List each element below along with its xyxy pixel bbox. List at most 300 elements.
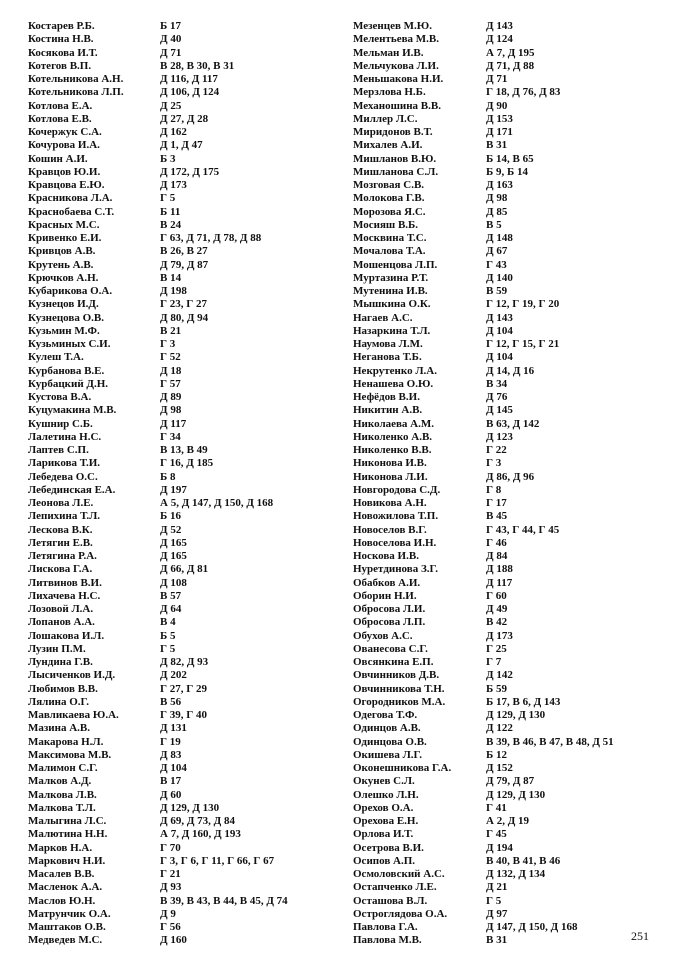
page-references: Д 83 — [160, 748, 182, 761]
page-references: Д 129, Д 130 — [160, 801, 220, 814]
author-name: Лихачева Н.С. — [28, 589, 101, 602]
author-name: Крутень А.В. — [28, 258, 94, 271]
page-references: Д 143 — [486, 20, 513, 32]
author-name: Лискова Г.А. — [28, 563, 93, 576]
author-name: Павлова Г.А. — [353, 921, 418, 933]
page-references: Д 98 — [486, 192, 508, 205]
page-references: Д 80, Д 94 — [160, 311, 209, 324]
page-references: А 2, Д 19 — [486, 815, 530, 827]
index-entry — [28, 179, 328, 192]
author-name: Кузьмин М.Ф. — [28, 324, 100, 337]
author-name: Назаркина Т.Л. — [353, 324, 431, 337]
page-references: Д 21 — [486, 881, 508, 894]
page-references: Д 14, Д 16 — [486, 364, 535, 377]
page-references: Д 148 — [486, 232, 513, 244]
author-name: Марков Н.А. — [28, 841, 93, 854]
author-name: Нуретдинова З.Г. — [353, 563, 439, 576]
index-entry — [28, 510, 328, 523]
page-references: Д 98 — [160, 404, 182, 417]
index-entry — [353, 312, 663, 325]
author-name: Масалев В.В. — [28, 868, 95, 880]
page-references: Д 76 — [486, 391, 508, 403]
author-name: Николенко А.В. — [353, 430, 433, 443]
index-entry — [353, 855, 663, 868]
author-name: Мельчукова Л.И. — [353, 59, 439, 72]
author-name: Обросова Л.И. — [353, 603, 426, 615]
author-name: Малимон С.Г. — [28, 762, 98, 774]
author-name: Косякова И.Т. — [28, 46, 98, 59]
author-name: Остроглядова О.А. — [353, 907, 448, 920]
author-name: Молокова Г.В. — [353, 192, 425, 205]
page-references: В 17 — [160, 775, 182, 788]
page-references: Г 23, Г 27 — [160, 298, 207, 311]
page-references: Г 3, Г 6, Г 11, Г 66, Г 67 — [160, 854, 275, 867]
page-references: Г 63, Д 71, Д 78, Д 88 — [160, 232, 262, 244]
author-name: Ларикова Т.И. — [28, 457, 101, 470]
author-name: Лескова В.К. — [28, 523, 93, 536]
author-name: Любимов В.В. — [28, 682, 98, 695]
page-references: Д 132, Д 134 — [486, 868, 546, 880]
author-name: Литвинов В.И. — [28, 576, 102, 589]
index-entry — [28, 762, 328, 775]
page-references: Г 21 — [160, 868, 181, 880]
index-entry — [353, 232, 663, 245]
page-references: В 59 — [486, 285, 508, 297]
index-entry — [353, 630, 663, 643]
author-name: Кушнир С.Б. — [28, 417, 93, 430]
author-name: Никитин А.В. — [353, 404, 423, 417]
page-number: 251 — [631, 929, 649, 943]
index-entry — [353, 100, 663, 113]
index-entry — [28, 166, 328, 179]
index-entry — [28, 484, 328, 497]
index-entry — [28, 722, 328, 735]
page-references: Д 85 — [486, 205, 508, 218]
author-name: Окишева Л.Г. — [353, 748, 423, 761]
author-name: Кривцов А.В. — [28, 245, 96, 258]
index-entry — [28, 139, 328, 152]
index-entry — [353, 391, 663, 404]
index-entry — [353, 828, 663, 841]
index-entry — [353, 921, 663, 934]
page-references: Г 39, Г 40 — [160, 709, 207, 721]
index-entry — [353, 696, 663, 709]
index-entry — [28, 775, 328, 788]
author-name: Котельникова А.Н. — [28, 73, 124, 85]
index-entry — [353, 736, 663, 749]
author-name: Лепихина Т.Л. — [28, 510, 101, 523]
author-name: Матрунчик О.А. — [28, 907, 111, 920]
index-entry — [353, 285, 663, 298]
index-entry — [28, 73, 328, 86]
author-name: Куцумакина М.В. — [28, 404, 117, 417]
index-entry — [353, 86, 663, 99]
index-entry — [353, 881, 663, 894]
author-name: Муртазина Р.Т. — [353, 271, 429, 284]
page-references: Г 41 — [486, 801, 507, 814]
page-references: В 5 — [486, 218, 502, 231]
author-name: Лузин П.М. — [28, 642, 86, 655]
page-references: Д 198 — [160, 285, 187, 297]
page-references: Д 122 — [486, 722, 513, 735]
author-name: Летягин Е.В. — [28, 536, 93, 549]
author-name: Николаева А.М. — [353, 417, 435, 430]
author-name: Кравцов Ю.И. — [28, 165, 101, 178]
page-references: Д 64 — [160, 603, 182, 615]
index-entry — [28, 457, 328, 470]
author-name: Кустова В.А. — [28, 391, 92, 403]
page-references: Б 59 — [486, 682, 508, 695]
index-entry — [353, 20, 663, 33]
index-entry — [353, 656, 663, 669]
author-name: Малков А.Д. — [28, 775, 92, 788]
index-entry — [353, 934, 663, 947]
index-entry — [28, 842, 328, 855]
page-references: Д 129, Д 130 — [486, 788, 546, 801]
index-entry — [28, 60, 328, 73]
index-entry — [353, 590, 663, 603]
index-entry — [28, 524, 328, 537]
page-references: Д 60 — [160, 788, 182, 801]
page-references: Г 22 — [486, 444, 507, 456]
index-entry — [28, 537, 328, 550]
index-entry — [28, 86, 328, 99]
page-references: Д 93 — [160, 881, 182, 894]
page-references: Г 5 — [160, 642, 176, 655]
index-entry — [28, 444, 328, 457]
author-name: Кривенко Е.И. — [28, 232, 102, 244]
index-entry — [353, 338, 663, 351]
index-entry — [28, 855, 328, 868]
author-name: Кочержук С.А. — [28, 126, 102, 138]
index-entry — [353, 272, 663, 285]
index-entry — [28, 908, 328, 921]
author-name: Меньшакова Н.И. — [353, 73, 444, 85]
page-references: Г 25 — [486, 642, 507, 655]
author-name: Летягина Р.А. — [28, 550, 97, 562]
index-entry — [28, 934, 328, 947]
author-name: Мельман И.В. — [353, 46, 424, 59]
page-references: Д 188 — [486, 563, 513, 576]
index-entry — [28, 815, 328, 828]
author-name: Краснобаева С.Т. — [28, 205, 115, 218]
page-references: Б 17, В 6, Д 143 — [486, 695, 561, 708]
author-name: Обабков А.И. — [353, 576, 421, 589]
author-name: Новожилова Т.П. — [353, 510, 439, 523]
index-entry — [353, 683, 663, 696]
index-entry — [353, 153, 663, 166]
page-references: Д 108 — [160, 576, 187, 589]
index-entry — [28, 113, 328, 126]
index-entry — [28, 895, 328, 908]
author-name: Лаптев С.П. — [28, 444, 89, 456]
author-name: Некрутенко Л.А. — [353, 364, 437, 377]
page-references: Д 18 — [160, 364, 182, 377]
index-entry — [28, 868, 328, 881]
author-name: Котлова Е.А. — [28, 99, 93, 112]
page-references: Д 40 — [160, 33, 182, 46]
page-references: Д 104 — [486, 351, 513, 364]
index-entry — [353, 643, 663, 656]
page-references: Д 160 — [160, 934, 187, 947]
page-references: Д 145 — [486, 404, 513, 417]
page-references: Д 52 — [160, 523, 182, 536]
index-entry — [28, 577, 328, 590]
page-references: Б 3 — [160, 152, 176, 165]
author-name: Оборин Н.И. — [353, 589, 417, 602]
index-entry — [28, 338, 328, 351]
author-name: Орлова И.Т. — [353, 828, 414, 841]
author-name: Лалетина Н.С. — [28, 430, 102, 443]
author-name: Мелентьева М.В. — [353, 33, 440, 46]
page-references: Д 131 — [160, 722, 187, 735]
page-references: Д 140 — [486, 271, 513, 284]
page-references: Д 123 — [486, 430, 513, 443]
index-entry — [28, 285, 328, 298]
author-name: Масленок А.А. — [28, 881, 103, 894]
author-name: Неганова Т.Б. — [353, 351, 422, 364]
author-name: Осмоловский А.С. — [353, 868, 445, 880]
index-entry — [353, 192, 663, 205]
index-entry — [28, 921, 328, 934]
page-references: Д 129, Д 130 — [486, 709, 546, 721]
author-name: Новоселова И.Н. — [353, 536, 437, 549]
page-references: Б 14, В 65 — [486, 152, 534, 165]
author-name: Миллер Л.С. — [353, 112, 418, 125]
page-references: В 24 — [160, 218, 182, 231]
page-references: Г 57 — [160, 377, 181, 390]
author-name: Никонова Л.И. — [353, 470, 428, 483]
page-references: Д 27, Д 28 — [160, 112, 209, 125]
page-references: Д 71 — [160, 46, 182, 59]
index-entry — [353, 497, 663, 510]
index-entry — [28, 153, 328, 166]
author-name: Лысиченков И.Д. — [28, 669, 116, 682]
index-entry — [28, 630, 328, 643]
page-references: Г 5 — [160, 192, 176, 205]
index-entry — [353, 431, 663, 444]
index-entry — [28, 616, 328, 629]
page-references: Д 89 — [160, 391, 182, 403]
page-references: Д 86, Д 96 — [486, 470, 535, 483]
author-name: Осташова В.Л. — [353, 894, 428, 907]
page-references: Д 9 — [160, 907, 176, 920]
page-references: Г 12, Г 19, Г 20 — [486, 298, 560, 311]
author-name: Одегова Т.Ф. — [353, 709, 418, 721]
page-references: Д 142 — [486, 669, 513, 682]
author-name: Москвина Т.С. — [353, 232, 427, 244]
author-name: Овчинников Д.В. — [353, 669, 440, 682]
index-entry — [353, 418, 663, 431]
page-references: Д 152 — [486, 762, 513, 774]
page-references: Г 43, Г 44, Г 45 — [486, 523, 560, 536]
page-references: Д 79, Д 87 — [160, 258, 209, 271]
author-name: Одинцова О.В. — [353, 735, 427, 748]
page-references: Г 70 — [160, 841, 181, 854]
author-name: Новгородова С.Д. — [353, 483, 441, 496]
author-name: Котегов В.П. — [28, 59, 92, 72]
author-name: Мавликаева Ю.А. — [28, 709, 119, 721]
author-name: Ованесова С.Г. — [353, 642, 428, 655]
page-references: Д 117 — [486, 576, 513, 589]
index-entry — [353, 789, 663, 802]
index-entry — [353, 179, 663, 192]
author-name: Ненашева О.Ю. — [353, 377, 434, 390]
index-entry — [28, 245, 328, 258]
page-references: Б 17 — [160, 20, 182, 32]
page-references: Б 11 — [160, 205, 181, 218]
author-name: Остапченко Л.Е. — [353, 881, 437, 894]
index-entry — [28, 391, 328, 404]
index-entry — [28, 232, 328, 245]
author-name: Николенко В.В. — [353, 444, 432, 456]
page-references: Г 45 — [486, 828, 507, 841]
author-name: Малыгина Л.С. — [28, 815, 107, 827]
author-name: Кравцова Е.Ю. — [28, 179, 105, 191]
index-entry — [353, 484, 663, 497]
index-entry — [353, 73, 663, 86]
index-entry — [353, 471, 663, 484]
index-entry — [28, 298, 328, 311]
page-references: В 28, В 30, В 31 — [160, 59, 235, 72]
index-entry — [28, 378, 328, 391]
index-entry — [353, 404, 663, 417]
page-references: Д 67 — [486, 245, 508, 258]
page-references: Д 66, Д 81 — [160, 563, 209, 576]
index-entry — [353, 113, 663, 126]
page-references: Д 163 — [486, 179, 513, 191]
index-entry — [353, 537, 663, 550]
index-entry — [353, 139, 663, 152]
author-name: Кузнецова О.В. — [28, 311, 104, 324]
author-name: Осетрова В.И. — [353, 841, 424, 854]
author-name: Лопанов А.А. — [28, 616, 95, 629]
author-name: Котельникова Л.П. — [28, 86, 124, 99]
index-entry — [28, 669, 328, 682]
index-entry — [28, 802, 328, 815]
index-entry — [28, 656, 328, 669]
author-name: Олешко Л.Н. — [353, 788, 419, 801]
index-entry — [28, 404, 328, 417]
page-references: Г 3 — [486, 457, 502, 470]
index-entry — [28, 365, 328, 378]
author-name: Мишланова С.Л. — [353, 165, 439, 178]
index-entry — [28, 47, 328, 60]
author-name: Обросова Л.П. — [353, 616, 426, 629]
author-name: Мезенцев М.Ю. — [353, 20, 432, 32]
page-references: В 31 — [486, 934, 508, 947]
author-name: Мошенцова Л.П. — [353, 258, 438, 271]
author-name: Медведев М.С. — [28, 934, 103, 947]
page-references: Д 173 — [486, 629, 513, 642]
page-references: Г 60 — [486, 589, 507, 602]
index-entry — [353, 709, 663, 722]
page-references: Д 117 — [160, 417, 187, 430]
page-references: Д 104 — [486, 324, 513, 337]
author-name: Крючков А.Н. — [28, 271, 99, 284]
page-references: А 7, Д 160, Д 193 — [160, 828, 241, 841]
page-references: Б 9, Б 14 — [486, 165, 529, 178]
page-references: Г 43 — [486, 258, 507, 271]
author-name: Огородников М.А. — [353, 695, 446, 708]
author-name: Орехов О.А. — [353, 801, 414, 814]
index-entry — [28, 471, 328, 484]
page-references: А 5, Д 147, Д 150, Д 168 — [160, 497, 274, 509]
index-entry — [28, 351, 328, 364]
index-entry — [28, 272, 328, 285]
index-entry — [353, 351, 663, 364]
index-entry — [28, 736, 328, 749]
author-name: Лундина Г.В. — [28, 656, 93, 668]
page-references: Д 82, Д 93 — [160, 656, 209, 668]
author-name: Наумова Л.М. — [353, 338, 423, 350]
author-name: Красных М.С. — [28, 218, 100, 231]
page-references: Д 69, Д 73, Д 84 — [160, 815, 235, 827]
page-references: Д 165 — [160, 536, 187, 549]
page-references: Г 34 — [160, 430, 181, 443]
index-entry — [28, 259, 328, 272]
author-name: Маштаков О.В. — [28, 921, 106, 933]
index-entry — [28, 683, 328, 696]
index-entry — [28, 603, 328, 616]
index-entry — [353, 815, 663, 828]
author-name: Костарев Р.Б. — [28, 20, 95, 32]
index-entry — [28, 590, 328, 603]
index-entry — [353, 206, 663, 219]
author-name: Лялина О.Г. — [28, 695, 90, 708]
author-name: Мазина А.В. — [28, 722, 91, 735]
index-entry — [28, 20, 328, 33]
page-references: Д 162 — [160, 126, 187, 138]
index-entry — [353, 444, 663, 457]
author-name: Красникова Л.А. — [28, 192, 113, 205]
author-name: Маслов Ю.Н. — [28, 894, 96, 907]
author-name: Мерзлова Н.Б. — [353, 86, 426, 99]
index-entry — [28, 418, 328, 431]
page-references: В 45 — [486, 510, 508, 523]
page-references: В 4 — [160, 616, 176, 629]
index-entry — [353, 33, 663, 46]
index-entry — [28, 33, 328, 46]
author-name: Обухов А.С. — [353, 629, 413, 642]
page-references: В 21 — [160, 324, 182, 337]
index-column-left — [28, 20, 328, 948]
page-references: Д 194 — [486, 841, 513, 854]
page-references: Б 8 — [160, 470, 176, 483]
index-entry — [353, 259, 663, 272]
page-references: В 56 — [160, 695, 182, 708]
page-references: Д 153 — [486, 112, 513, 125]
author-name: Максимова М.В. — [28, 748, 112, 761]
author-name: Малкова Т.Л. — [28, 801, 96, 814]
page-references: В 13, В 49 — [160, 444, 208, 456]
index-entry — [353, 550, 663, 563]
index-entry — [353, 895, 663, 908]
author-name: Курбацкий Д.Н. — [28, 377, 109, 390]
page-references: В 39, В 43, В 44, В 45, Д 74 — [160, 894, 288, 907]
page-references: Д 71 — [486, 73, 508, 85]
page-references: Д 84 — [486, 550, 508, 562]
index-entry — [353, 60, 663, 73]
author-name: Нагаев А.С. — [353, 311, 413, 324]
author-name: Новикова А.Н. — [353, 497, 427, 509]
page-references: Г 52 — [160, 351, 181, 364]
author-name: Миридонов В.Т. — [353, 126, 433, 138]
page-references: В 40, В 41, В 46 — [486, 854, 561, 867]
index-entry — [353, 868, 663, 881]
author-name: Носкова И.В. — [353, 550, 419, 562]
page-references: Д 90 — [486, 99, 508, 112]
